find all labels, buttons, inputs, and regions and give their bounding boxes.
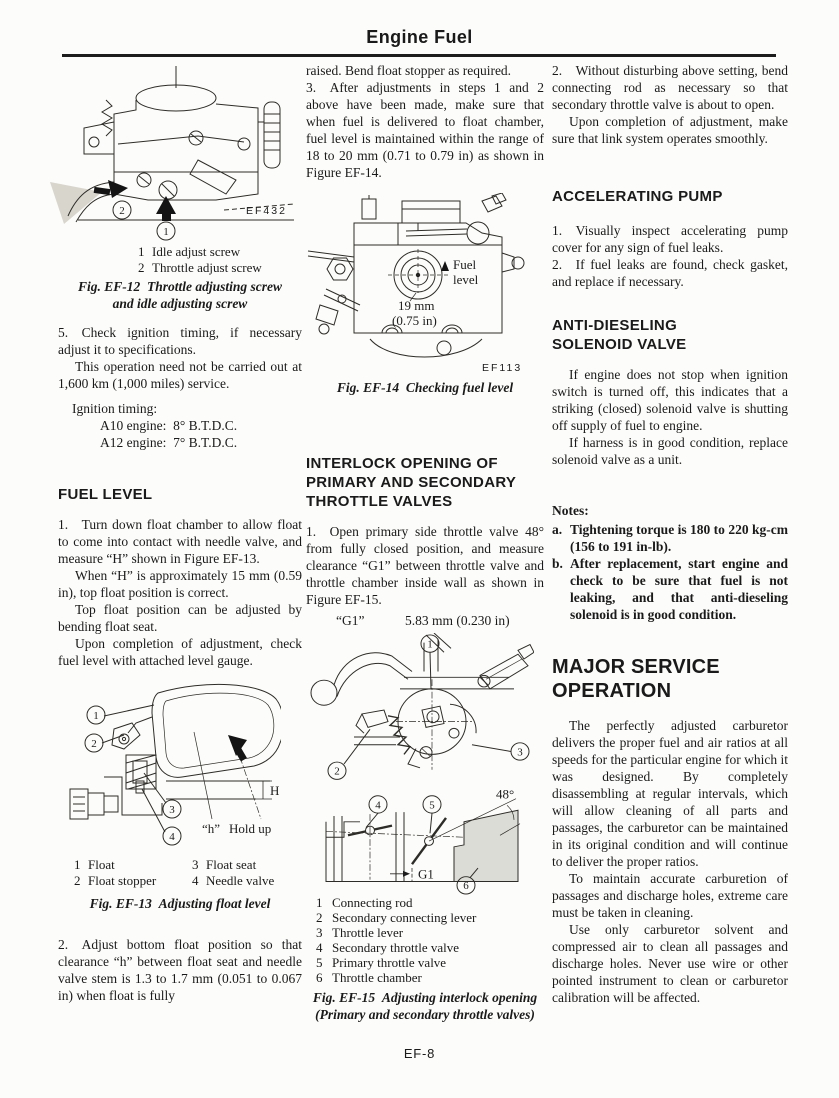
legend-item bbox=[138, 260, 302, 276]
fig-ef12-callout-2-marker bbox=[113, 201, 131, 219]
notes-title: Notes: bbox=[552, 503, 589, 519]
fig-ef12-caption bbox=[58, 278, 302, 312]
caption-line: Fig. EF-15 Adjusting interlock opening bbox=[312, 990, 538, 1006]
callout-1: 1 bbox=[93, 710, 99, 723]
heading-interlock bbox=[306, 454, 544, 511]
note-b bbox=[552, 555, 788, 623]
spec-line: A12 engine: 7° B.T.D.C. bbox=[100, 435, 238, 450]
paragraph-fuel-leaks: 2. If fuel leaks are found, check gasket, and replace if necessary. bbox=[552, 257, 788, 289]
legend-label: Secondary connecting lever bbox=[332, 910, 477, 926]
note-marker: b. bbox=[552, 556, 563, 572]
callout-1: 1 bbox=[427, 639, 433, 651]
fig-ef14-dim-19mm: 19 mm bbox=[398, 298, 435, 313]
fig-ef12-legend bbox=[138, 244, 302, 276]
paragraph-visually-inspect: 1. Visually inspect accelerating pump cover for any sign of fuel leaks. bbox=[552, 223, 788, 255]
fig-ef13-callout-2-marker bbox=[85, 734, 124, 752]
page-number: EF-8 bbox=[403, 1046, 436, 1061]
fig-ef14-carburetor-illustration bbox=[306, 193, 528, 375]
spec-line: A10 engine: 8° B.T.D.C. bbox=[100, 418, 238, 433]
fig-ef14-label-level: level bbox=[453, 272, 479, 287]
legend-num: 3 bbox=[316, 925, 323, 941]
callout-6: 6 bbox=[463, 880, 469, 893]
fig-ef15-angle-label: 48° bbox=[496, 788, 515, 803]
right-column bbox=[552, 62, 788, 1006]
heading-line: THROTTLE VALVES bbox=[306, 493, 453, 510]
fig-ef13-line-art bbox=[70, 685, 281, 820]
figure-ef13 bbox=[58, 677, 302, 912]
paragraph-raised: raised. Bend float stopper as required. bbox=[306, 63, 512, 78]
legend-item bbox=[138, 244, 302, 260]
callout-2: 2 bbox=[91, 738, 97, 751]
paragraph-top-float: Top float position can be adjusted by bending float seat. bbox=[58, 602, 302, 635]
ignition-timing-spec bbox=[72, 400, 302, 451]
legend-item bbox=[316, 895, 544, 910]
paragraph-without-disturbing: 2. Without disturbing above setting, bend connecting rod as necessary so that secondary throttle valve is about to open. bbox=[552, 63, 788, 112]
legend-label: Idle adjust screw bbox=[152, 244, 241, 259]
legend-num: 2 bbox=[138, 260, 145, 275]
callout-3: 3 bbox=[517, 746, 523, 759]
figure-ef12 bbox=[58, 62, 302, 312]
legend-item bbox=[192, 857, 302, 873]
fig-ef15-callout-4-marker bbox=[366, 796, 387, 828]
fig-ef13-dim-H: H bbox=[270, 783, 280, 799]
legend-num: 1 bbox=[74, 857, 81, 873]
fig-ef14-line-art bbox=[308, 193, 524, 357]
heading-anti-dieseling bbox=[552, 316, 788, 354]
legend-item bbox=[316, 925, 544, 940]
paragraph-adjust-bottom-float: 2. Adjust bottom float position so that clearance “h” between float seat and needle valve stem is 1.3 to 1.7 mm (0.051 to 0.067 in) when float is fully bbox=[58, 937, 302, 1004]
middle-column bbox=[306, 62, 544, 1023]
fig-ef15-callout-3-marker bbox=[472, 743, 529, 760]
fig-ef14-caption: Fig. EF-14 Checking fuel level bbox=[336, 380, 514, 395]
paragraph-check-timing: 5. Check ignition timing, if necessary adjust it to specifications. bbox=[58, 325, 302, 357]
callout-3: 3 bbox=[169, 804, 175, 817]
fig-ef12-code: EF432 bbox=[246, 205, 287, 217]
heading-line: OPERATION bbox=[552, 680, 672, 703]
paragraph-operation: This operation need not be carried out at 1,600 km (1,000 miles) service. bbox=[58, 359, 302, 391]
legend-num: 3 bbox=[192, 857, 199, 873]
fig-ef12-callout-1-marker bbox=[157, 222, 175, 240]
fig-ef14-dim-075in: (0.75 in) bbox=[392, 313, 437, 328]
callout-5: 5 bbox=[429, 799, 435, 812]
fig-ef15-linkage-illustration bbox=[304, 633, 534, 895]
legend-item bbox=[316, 940, 544, 955]
callout-2: 2 bbox=[119, 205, 125, 217]
legend-label: Secondary throttle valve bbox=[332, 940, 460, 956]
legend-label: Throttle chamber bbox=[332, 970, 422, 986]
legend-label: Primary throttle valve bbox=[332, 955, 447, 971]
heading-accelerating-pump: ACCELERATING PUMP bbox=[552, 188, 723, 205]
legend-item bbox=[316, 970, 544, 985]
legend-num: 2 bbox=[74, 873, 81, 889]
fig-ef14-label-fuel: Fuel bbox=[453, 257, 477, 272]
heading-fuel-level: FUEL LEVEL bbox=[58, 486, 153, 503]
heading-line: ANTI-DIESELING bbox=[552, 317, 678, 334]
fig-ef14-code: EF113 bbox=[482, 362, 523, 374]
fig-ef13-label-h: “h” bbox=[202, 821, 221, 837]
level-mark-arrow-icon bbox=[441, 261, 449, 271]
heading-line: MAJOR SERVICE bbox=[552, 656, 720, 679]
notes-block bbox=[552, 502, 788, 623]
fig-ef12-carburetor-illustration bbox=[48, 62, 298, 242]
caption-line: Fig. EF-12 Throttle adjusting screw bbox=[77, 279, 283, 294]
spec-title: Ignition timing: bbox=[72, 401, 158, 416]
paragraph-upon-completion: Upon completion of adjustment, make sure that link system operates smoothly. bbox=[552, 114, 788, 146]
legend-label: Float seat bbox=[206, 857, 257, 873]
legend-label: Connecting rod bbox=[332, 895, 413, 911]
callout-1: 1 bbox=[163, 226, 169, 238]
legend-num: 1 bbox=[316, 895, 323, 911]
legend-item bbox=[74, 857, 192, 873]
legend-num: 4 bbox=[316, 940, 323, 956]
caption-line: (Primary and secondary throttle valves) bbox=[315, 1007, 535, 1023]
note-text: Tightening torque is 180 to 220 kg-cm (156 to 191 in-lb). bbox=[570, 522, 788, 555]
legend-label: Needle valve bbox=[206, 873, 275, 889]
legend-label: Throttle lever bbox=[332, 925, 404, 941]
legend-num: 6 bbox=[316, 970, 323, 986]
paragraph-turn-down-float: 1. Turn down float chamber to allow float to come into contact with needle valve, and measure “H” shown in Figure EF-13. bbox=[58, 517, 302, 567]
left-column bbox=[58, 62, 302, 1004]
callout-2: 2 bbox=[334, 766, 340, 778]
legend-num: 1 bbox=[138, 244, 145, 259]
note-marker: a. bbox=[552, 522, 563, 538]
legend-label: Float bbox=[88, 857, 115, 873]
legend-label: Throttle adjust screw bbox=[152, 260, 262, 275]
paragraph-use-only: Use only carburetor solvent and compressed air to clean all passages and discharge holes. Never use wire or other pointed instrument to clean or carburetor calibration will be affected. bbox=[552, 921, 788, 1005]
legend-item bbox=[316, 955, 544, 970]
heading-line: PRIMARY AND SECONDARY bbox=[306, 474, 517, 491]
legend-item bbox=[316, 910, 544, 925]
fig-ef13-label-hold-up: Hold up bbox=[229, 821, 272, 837]
note-text: After replacement, start engine and check to be sure that fuel is not leaking, and that anti-dieseling solenoid is in good condition. bbox=[570, 556, 788, 623]
paragraph-if-engine: If engine does not stop when ignition switch is turned off, this indicates that a striking (closed) solenoid valve is shutting off supply of fuel to engine. bbox=[552, 367, 788, 434]
fig-ef13-hold-up-arrow bbox=[228, 735, 247, 762]
heading-line: INTERLOCK OPENING OF bbox=[306, 455, 498, 472]
paragraph-if-harness: If harness is in good condition, replace solenoid valve as a unit. bbox=[552, 435, 788, 468]
header-rule bbox=[62, 54, 776, 57]
paragraph-upon-completion: Upon completion of adjustment, check fuel level with attached level gauge. bbox=[58, 636, 302, 669]
fig-ef13-legend bbox=[74, 857, 302, 889]
fig-ef13-caption: Fig. EF-13 Adjusting float level bbox=[89, 896, 271, 912]
right-arrow-icon bbox=[108, 180, 128, 198]
legend-num: 4 bbox=[192, 873, 199, 889]
fig-ef13-float-illustration bbox=[66, 677, 281, 855]
fig-ef15-g1-label: G1 bbox=[418, 868, 434, 883]
paragraph-to-maintain: To maintain accurate carburetion of passages and discharge holes, extreme care must be taken in cleaning. bbox=[552, 870, 788, 920]
legend-item bbox=[192, 873, 302, 889]
heading-major-service bbox=[552, 655, 788, 703]
fig-ef13-callout-1-marker bbox=[87, 705, 154, 724]
legend-label: Float stopper bbox=[88, 873, 157, 889]
figure-ef14 bbox=[306, 193, 544, 396]
heading-line: SOLENOID VALVE bbox=[552, 336, 687, 353]
paragraph-when-h: When “H” is approximately 15 mm (0.59 in), top float position is correct. bbox=[58, 568, 302, 601]
fig-ef15-legend bbox=[316, 895, 544, 985]
paragraph-after-adjustments: 3. After adjustments in steps 1 and 2 above have been made, make sure that when fuel is delivered to float chamber, fuel level is maintained within the range of 18 to 20 mm (0.71 to 0.79 in) as shown in Figure EF-14. bbox=[306, 80, 544, 180]
callout-4: 4 bbox=[375, 799, 381, 812]
note-a bbox=[552, 521, 788, 555]
callout-4: 4 bbox=[169, 831, 175, 844]
figure-ef15 bbox=[306, 633, 544, 1023]
fig-ef15-caption bbox=[306, 989, 544, 1023]
legend-num: 5 bbox=[316, 955, 323, 971]
fig-ef15-line-art bbox=[311, 633, 534, 882]
caption-line: and idle adjusting screw bbox=[112, 296, 248, 311]
legend-item bbox=[74, 873, 192, 889]
g1-spec: “G1” 5.83 mm (0.230 in) bbox=[336, 613, 510, 629]
up-arrow-icon bbox=[156, 196, 176, 214]
page-header-title: Engine Fuel bbox=[366, 27, 473, 47]
fig-ef12-line-art bbox=[50, 66, 294, 224]
paragraph-open-primary: 1. Open primary side throttle valve 48° from fully closed position, and measure clearance “G1” between throttle valve and throttle chamber inside wall as shown in Figure EF-15. bbox=[306, 524, 544, 608]
legend-num: 2 bbox=[316, 910, 323, 926]
paragraph-perfectly-adjusted: The perfectly adjusted carburetor delivers the proper fuel and air ratios at all speeds for the particular engine for which it was designed. By completely disassembling at regular intervals, which will allow cleaning of all parts and passages, the carburetor can be maintained in its original condition and will continue to deliver the proper ratios. bbox=[552, 717, 788, 869]
